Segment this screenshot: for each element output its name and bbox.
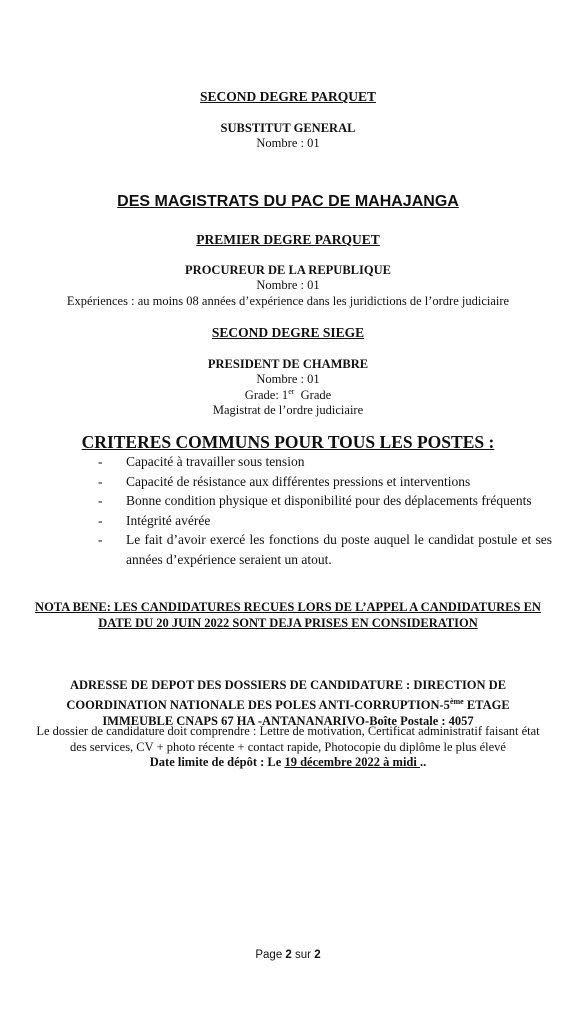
post-count: Nombre : 01: [256, 136, 320, 150]
grade-prefix: Grade: 1: [244, 388, 289, 403]
nota-line: NOTA BENE: LES CANDIDATURES RECUES LORS DE L’APPEL A CANDIDATURES EN: [35, 600, 541, 614]
footer-page-word: Page: [255, 949, 283, 961]
pac-title: DES MAGISTRATS DU PAC DE MAHAJANGA: [117, 193, 459, 210]
criteria-text: Capacité de résistance aux différentes pressions et interventions: [126, 473, 471, 489]
post-count: Nombre : 01: [256, 372, 320, 386]
dossier-requirements: [0, 723, 576, 755]
address-line2-prefix: COORDINATION NATIONALE DES POLES ANTI-CORRUPTION-5: [66, 697, 450, 712]
dash-bullet-icon: -: [98, 512, 103, 528]
section-heading-second-degre-siege: SECOND DEGRE SIEGE: [211, 325, 365, 340]
post-count: Nombre : 01: [256, 278, 320, 292]
deposit-address: [0, 677, 576, 730]
grade-suffix: Grade: [294, 388, 332, 403]
criteria-item: [98, 511, 552, 531]
post-title-president-de-chambre: PRESIDENT DE CHAMBRE: [207, 357, 369, 371]
nota-line: DATE DU 20 JUIN 2022 SONT DEJA PRISES EN CONSIDERATION: [98, 616, 478, 630]
criteria-text: Bonne condition physique et disponibilité pour des déplacements fréquents: [126, 493, 532, 508]
criteria-text: Intégrité avérée: [126, 512, 211, 528]
address-line: [0, 694, 576, 714]
criteria-list: [98, 452, 552, 569]
post-title-substitut-general: SUBSTITUT GENERAL: [220, 121, 356, 135]
section-heading-premier-degre-parquet: PREMIER DEGRE PARQUET: [196, 232, 380, 247]
post-title-procureur: PROCUREUR DE LA REPUBLIQUE: [185, 263, 391, 277]
address-line: ADRESSE DE DEPOT DES DOSSIERS DE CANDIDATURE : DIRECTION DE: [69, 678, 507, 692]
experience-requirement: Expériences : au moins 08 années d’expérience dans les juridictions de l’ordre judiciaire: [66, 294, 510, 308]
criteria-item: [98, 491, 552, 511]
deadline-prefix: Date limite de dépôt : Le: [149, 755, 285, 769]
dossier-line: des services, CV + photo récente + contact rapide, Photocopie du diplôme le plus élevé: [70, 740, 506, 754]
section-heading-second-degre-parquet: SECOND DEGRE PARQUET: [199, 89, 377, 104]
deadline-suffix: ..: [419, 755, 427, 769]
criteria-item: [98, 472, 552, 492]
grade-sup: er: [288, 387, 295, 396]
page-footer: [0, 949, 576, 961]
address-sup: ème: [449, 696, 464, 706]
deadline-date: 19 décembre 2022 à midi: [284, 755, 420, 769]
dash-bullet-icon: -: [98, 493, 103, 508]
criteria-item: [98, 530, 552, 569]
deadline: [0, 755, 576, 770]
criteria-item: [98, 452, 552, 472]
dash-bullet-icon: -: [98, 473, 103, 489]
nota-bene: [0, 599, 576, 631]
address-line2-suffix: ETAGE: [463, 697, 510, 712]
magistrat-line: Magistrat de l’ordre judiciaire: [212, 403, 364, 417]
footer-sur-word: sur: [295, 949, 312, 961]
dash-bullet-icon: -: [98, 532, 103, 547]
address-line: IMMEUBLE CNAPS 67 HA -ANTANANARIVO-Boîte Postale : 4057: [102, 714, 474, 729]
criteria-title: CRITERES COMMUNS POUR TOUS LES POSTES :: [81, 432, 495, 452]
dossier-line: Le dossier de candidature doit comprendre : Lettre de motivation, Certificat administratif faisant état: [36, 724, 540, 738]
footer-total-pages: 2: [314, 949, 321, 961]
footer-page-number: 2: [285, 949, 292, 961]
criteria-text: Le fait d’avoir exercé les fonctions du poste auquel le candidat postule et ses années d’expérience seraient un atout.: [126, 532, 552, 567]
dash-bullet-icon: -: [98, 454, 103, 469]
grade-line: [0, 387, 576, 403]
criteria-text: Capacité à travailler sous tension: [126, 454, 305, 469]
